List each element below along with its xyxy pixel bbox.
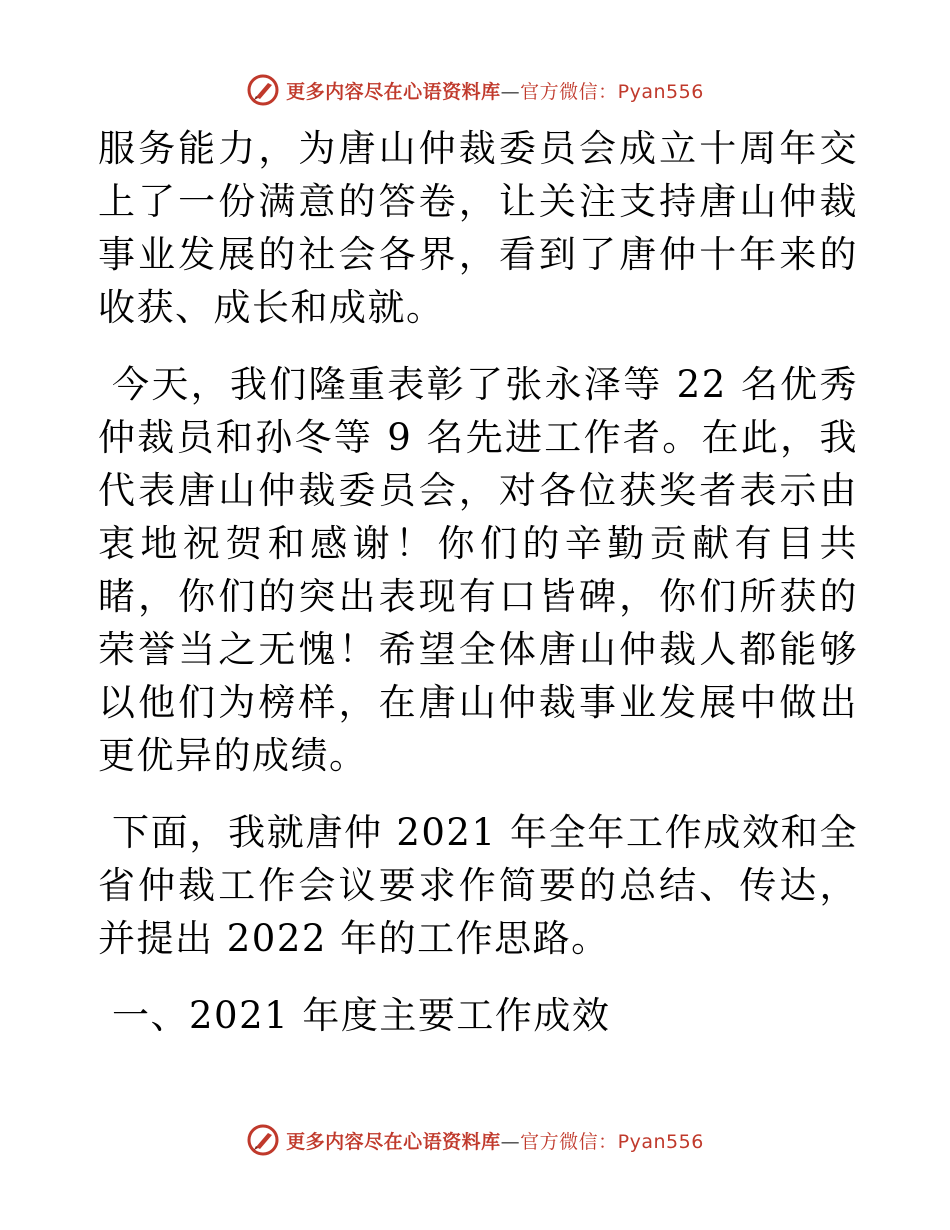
footer-wechat: 官方微信：Pyan556 (520, 1130, 704, 1153)
pen-logo-icon (246, 73, 280, 107)
footer-banner-text (286, 1127, 704, 1154)
section-heading: 一、2021 年度主要工作成效 (112, 994, 611, 1037)
paragraph-1: 服务能力，为唐山仲裁委员会成立十周年交上了一份满意的答卷，让关注支持唐山仲裁事业发展的社会各界，看到了唐仲十年来的收获、成长和成就。 (98, 127, 858, 329)
footer-brand: 更多内容尽在心语资料库 (286, 1130, 501, 1153)
body-text (98, 122, 858, 1042)
footer-separator: — (500, 1130, 521, 1153)
pen-logo-icon (246, 1123, 280, 1157)
paragraph-2: 今天，我们隆重表彰了张永泽等 22 名优秀仲裁员和孙冬等 9 名先进工作者。在此，我代表唐山仲裁委员会，对各位获奖者表示由衷地祝贺和感谢！你们的辛勤贡献有目共睹，你们的突出表现有口皆碑，你们所获的荣誉当之无愧！希望全体唐山仲裁人都能够以他们为榜样，在唐山仲裁事业发展中做出更优异的成绩。 (98, 363, 858, 777)
header-wechat: 官方微信：Pyan556 (520, 80, 704, 103)
footer-banner (0, 1120, 950, 1160)
header-banner (0, 70, 950, 110)
header-banner-text (286, 77, 704, 104)
header-separator: — (500, 80, 521, 103)
header-brand: 更多内容尽在心语资料库 (286, 80, 501, 103)
paragraph-3: 下面，我就唐仲 2021 年全年工作成效和全省仲裁工作会议要求作简要的总结、传达，并提出 2022 年的工作思路。 (98, 811, 858, 960)
